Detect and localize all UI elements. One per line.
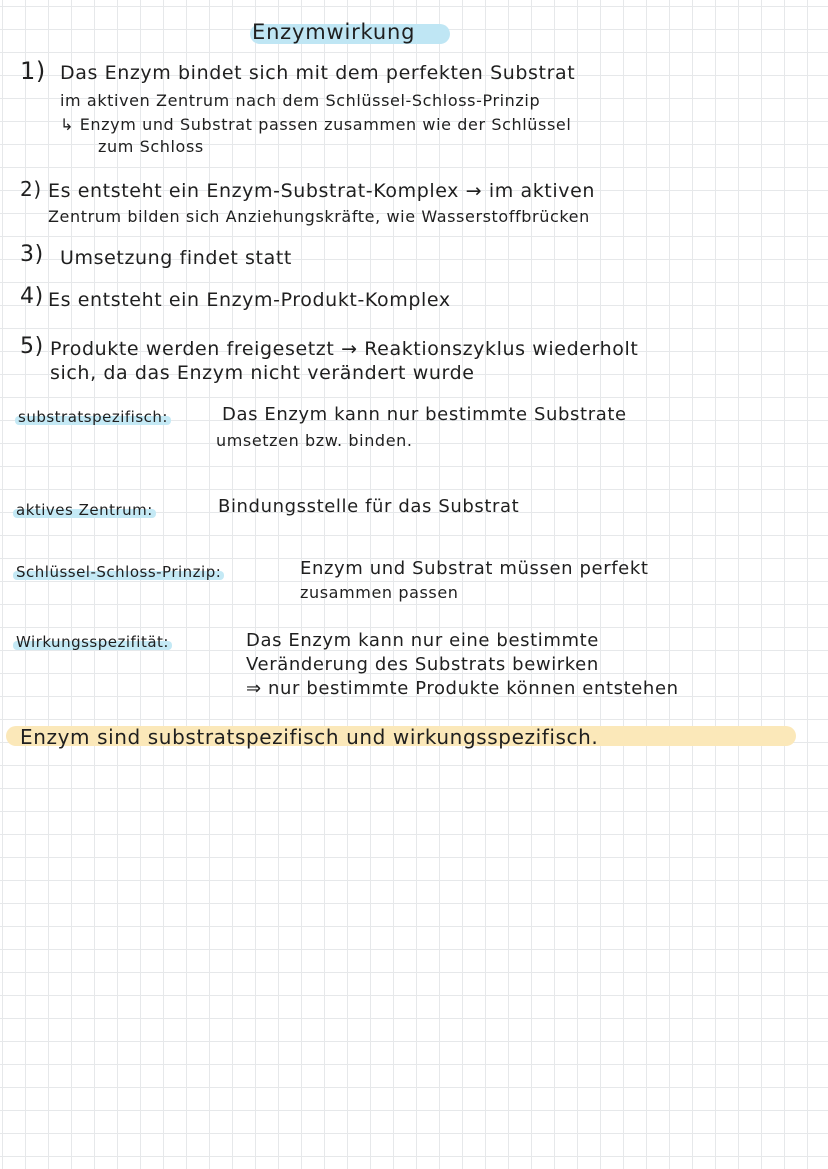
step-2-line-1: Es entsteht ein Enzym-Substrat-Komplex → im aktiven bbox=[48, 180, 596, 202]
definition-schluessel-schloss-line-2: zusammen passen bbox=[300, 583, 459, 602]
term-label: Wirkungsspezifität: bbox=[16, 633, 169, 651]
step-1-line-4: zum Schloss bbox=[98, 137, 204, 156]
term-label: Schlüssel-Schloss-Prinzip: bbox=[16, 563, 222, 581]
definition-wirkungsspezifitaet-line-2: Veränderung des Substrats bewirken bbox=[246, 654, 599, 675]
definition-schluessel-schloss-term bbox=[16, 560, 221, 583]
step-1-line-3: ↳ Enzym und Substrat passen zusammen wie der Schlüssel bbox=[60, 115, 572, 134]
step-3-number: 3) bbox=[20, 242, 44, 267]
step-5-line-1: Produkte werden freigesetzt → Reaktionszyklus wiederholt bbox=[50, 338, 639, 360]
term-label: aktives Zentrum: bbox=[16, 501, 153, 519]
definition-schluessel-schloss-line-1: Enzym und Substrat müssen perfekt bbox=[300, 558, 649, 579]
step-4-line-1: Es entsteht ein Enzym-Produkt-Komplex bbox=[48, 289, 451, 311]
step-1-line-2: im aktiven Zentrum nach dem Schlüssel-Schloss-Prinzip bbox=[60, 91, 541, 110]
term-label: substratspezifisch: bbox=[18, 408, 168, 426]
step-1-number: 1) bbox=[20, 57, 46, 85]
definition-wirkungsspezifitaet-line-3: ⇒ nur bestimmte Produkte können entstehen bbox=[246, 678, 679, 699]
definition-substratspezifisch-line-2: umsetzen bzw. binden. bbox=[216, 431, 413, 450]
definition-substratspezifisch-term bbox=[18, 405, 168, 428]
step-2-number: 2) bbox=[20, 177, 42, 201]
definition-wirkungsspezifitaet-line-1: Das Enzym kann nur eine bestimmte bbox=[246, 630, 599, 651]
step-4-number: 4) bbox=[20, 284, 44, 309]
summary-sentence: Enzym sind substratspezifisch und wirkungsspezifisch. bbox=[20, 725, 599, 749]
definition-wirkungsspezifitaet-term bbox=[16, 630, 169, 653]
step-5-line-2: sich, da das Enzym nicht verändert wurde bbox=[50, 362, 475, 384]
step-3-line-1: Umsetzung findet statt bbox=[60, 247, 292, 269]
definition-substratspezifisch-line-1: Das Enzym kann nur bestimmte Substrate bbox=[222, 404, 627, 425]
page-title: Enzymwirkung bbox=[252, 20, 416, 44]
definition-aktives-zentrum-term bbox=[16, 498, 153, 521]
definition-aktives-zentrum-line-1: Bindungsstelle für das Substrat bbox=[218, 496, 520, 517]
step-2-line-2: Zentrum bilden sich Anziehungskräfte, wie Wasserstoffbrücken bbox=[48, 207, 590, 226]
step-5-number: 5) bbox=[20, 334, 44, 359]
step-1-line-1: Das Enzym bindet sich mit dem perfekten Substrat bbox=[60, 62, 576, 84]
